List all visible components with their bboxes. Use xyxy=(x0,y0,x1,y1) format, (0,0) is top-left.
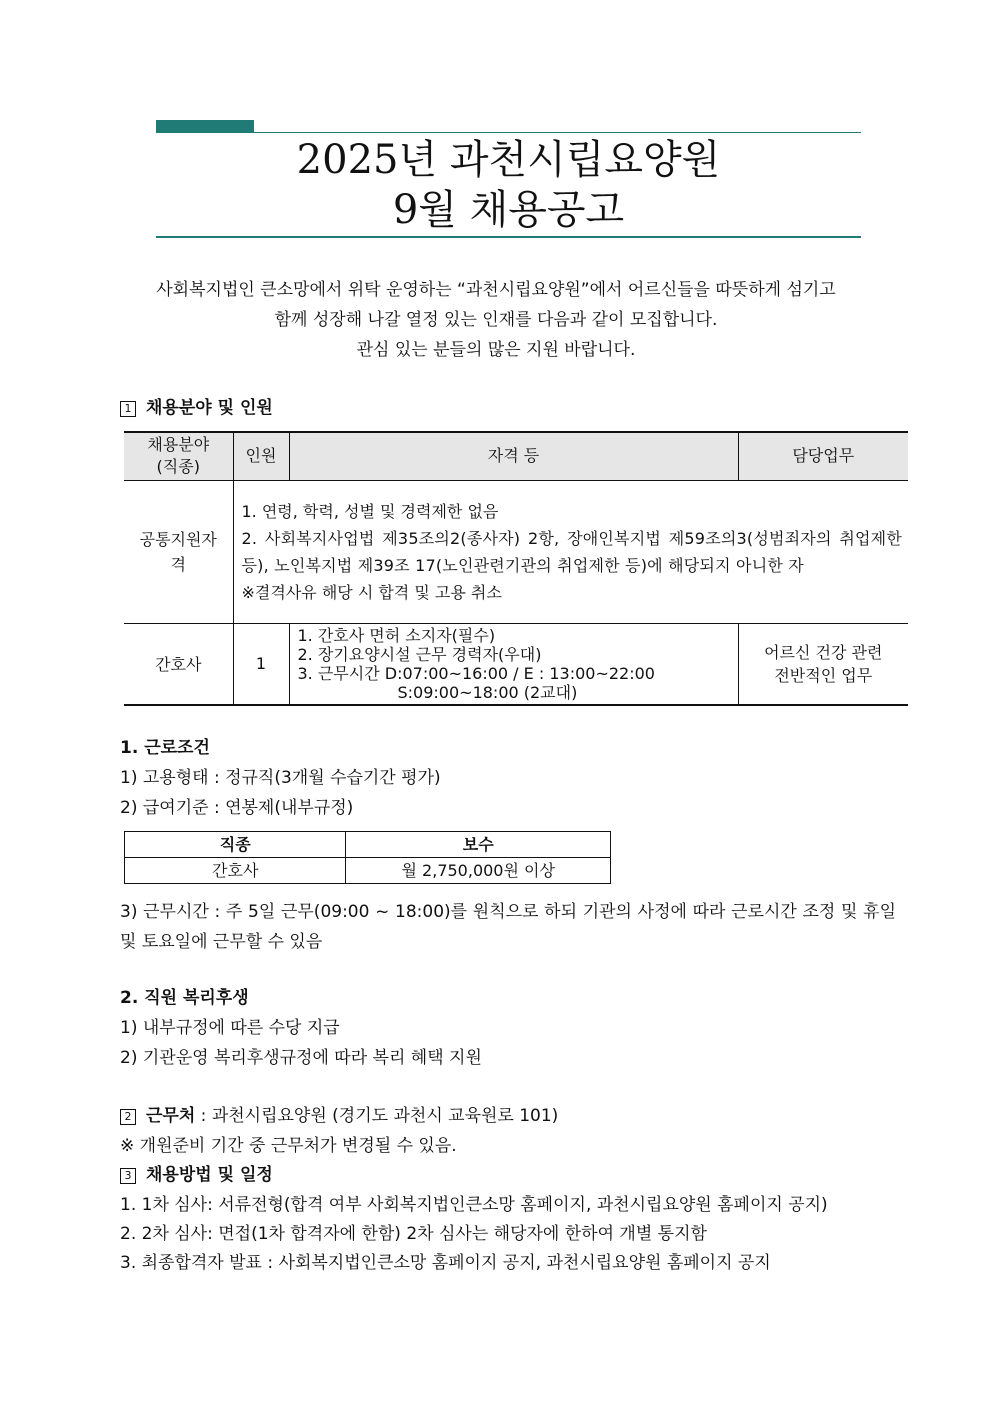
header-field-text: 채용분야 (직종) xyxy=(147,435,210,477)
salary-table-row xyxy=(125,858,611,884)
header-rule-top xyxy=(156,132,861,133)
page-title-line2: 9월 채용공고 xyxy=(392,187,625,233)
section2-label: 근무처 xyxy=(146,1106,196,1126)
header-qualification: 자격 등 xyxy=(289,432,738,480)
common-item-1: 1. 연령, 학력, 성별 및 경력제한 없음 xyxy=(241,501,499,521)
intro-line-3: 관심 있는 분들의 많은 지원 바랍니다. xyxy=(356,340,636,360)
nurse-item-1: 1. 간호사 면허 소지자(필수) xyxy=(297,625,496,645)
working-hours: 3) 근무시간 : 주 5일 근무(09:00 ~ 18:00)를 원칙으로 하되 기관의 사정에 따라 근로시간 조정 및 휴일 및 토요일에 근무할 수 있음 xyxy=(120,902,896,952)
process-item-3: 3. 최종합격자 발표 : 사회복지법인큰소망 홈페이지 공지, 과천시립요양원 홈페이지 공지 xyxy=(120,1253,771,1273)
process-item-2: 2. 2차 심사: 면접(1차 합격자에 한함) 2차 심사는 해당자에 한하여 개별 통지함 xyxy=(120,1224,707,1244)
common-item-note: ※결격사유 해당 시 합격 및 고용 취소 xyxy=(241,582,502,602)
page-title-line1: 2025년 과천시립요양원 xyxy=(296,137,721,183)
header-count: 인원 xyxy=(233,432,289,480)
recruitment-table-header-row xyxy=(124,432,908,480)
workplace-note: ※ 개원준비 기간 중 근무처가 변경될 수 있음. xyxy=(120,1136,457,1156)
nurse-count: 1 xyxy=(233,623,289,705)
section2-heading xyxy=(120,1104,558,1128)
section3-heading xyxy=(120,1163,273,1187)
salary-table xyxy=(124,831,611,884)
nurse-item-3: 3. 근무시간 D:07:00~16:00 / E : 13:00~22:00 xyxy=(297,663,655,683)
salary-header-pay: 보수 xyxy=(346,832,611,858)
section1-heading xyxy=(120,396,273,420)
header-rule-bottom xyxy=(156,236,861,238)
section1-title: 채용분야 및 인원 xyxy=(146,398,273,418)
nurse-row xyxy=(124,623,908,705)
nurse-duty xyxy=(738,623,908,705)
salary-pay: 월 2,750,000원 이상 xyxy=(346,858,611,884)
salary-basis: 2) 급여기준 : 연봉제(내부규정) xyxy=(120,798,354,818)
intro-line-1: 사회복지법인 큰소망에서 위탁 운영하는 “과천시립요양원”에서 어르신들을 따뜻하게 섬기고 xyxy=(156,280,836,300)
nurse-item-2: 2. 장기요양시설 근무 경력자(우대) xyxy=(297,644,542,664)
section3-title: 채용방법 및 일정 xyxy=(146,1165,273,1185)
common-qualification-content xyxy=(233,480,908,623)
common-item-2: 2. 사회복지사업법 제35조의2(종사자) 2항, 장애인복지법 제59조의3(성범죄자의 취업제한 등), 노인복지법 제39조 17(노인관련기관의 취업제한 등)에 해당되지 아니한 자 xyxy=(241,528,902,575)
recruitment-table xyxy=(124,431,908,706)
nurse-qualifications xyxy=(289,623,738,705)
welfare-item-2: 2) 기관운영 복리후생규정에 따라 복리 혜택 지원 xyxy=(120,1048,482,1068)
employment-type: 1) 고용형태 : 정규직(3개월 수습기간 평가) xyxy=(120,768,441,788)
nurse-field: 간호사 xyxy=(124,623,233,705)
salary-header-job: 직종 xyxy=(125,832,346,858)
header-field xyxy=(124,432,233,480)
common-qualification-label xyxy=(124,480,233,623)
work-conditions-title: 1. 근로조건 xyxy=(120,738,210,758)
common-label-text: 공통지원자 격 xyxy=(139,529,217,574)
intro-line-2: 함께 성장해 나갈 열정 있는 인재를 다음과 같이 모집합니다. xyxy=(274,310,718,330)
salary-job: 간호사 xyxy=(125,858,346,884)
section2-number-box: 2 xyxy=(120,1109,136,1125)
section3-number-box: 3 xyxy=(120,1168,136,1184)
nurse-item-3-cont: S:09:00~18:00 (2교대) xyxy=(397,682,578,702)
salary-table-header-row xyxy=(125,832,611,858)
header-duty: 담당업무 xyxy=(738,432,908,480)
welfare-item-1: 1) 내부규정에 따른 수당 지급 xyxy=(120,1018,340,1038)
process-item-1: 1. 1차 심사: 서류전형(합격 여부 사회복지법인큰소망 홈페이지, 과천시립요양원 홈페이지 공지) xyxy=(120,1195,828,1215)
section1-number-box: 1 xyxy=(120,401,136,417)
common-qualification-row xyxy=(124,480,908,623)
nurse-duty-text: 어르신 건강 관련 전반적인 업무 xyxy=(764,642,883,685)
welfare-title: 2. 직원 복리후생 xyxy=(120,988,249,1008)
workplace-address: : 과천시립요양원 (경기도 과천시 교육원로 101) xyxy=(195,1106,559,1126)
